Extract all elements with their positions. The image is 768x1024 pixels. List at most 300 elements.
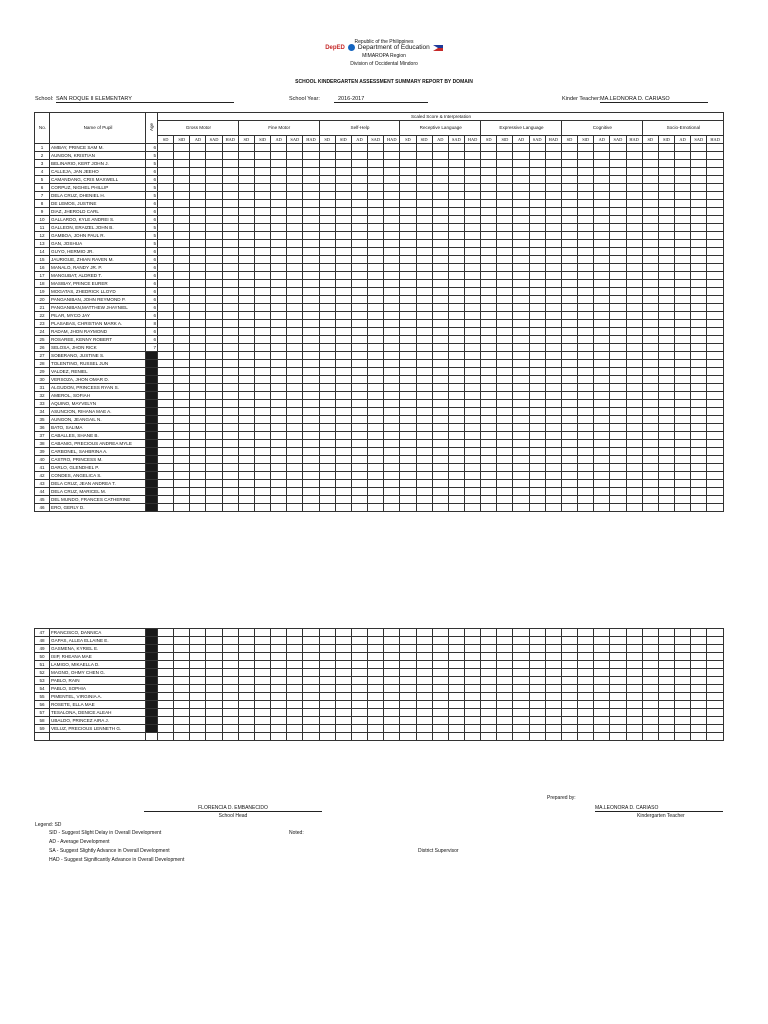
score-cell <box>416 685 432 693</box>
score-cell <box>222 464 238 472</box>
score-cell <box>529 192 545 200</box>
score-cell <box>578 384 594 392</box>
score-cell <box>448 629 464 637</box>
score-cell <box>158 400 174 408</box>
score-cell <box>497 669 513 677</box>
score-cell <box>513 320 529 328</box>
domain-header: Cognitive <box>561 121 642 136</box>
score-cell <box>158 344 174 352</box>
score-cell <box>206 488 222 496</box>
score-cell <box>384 168 400 176</box>
score-cell <box>400 336 416 344</box>
score-cell <box>529 408 545 416</box>
score-cell <box>271 160 287 168</box>
score-cell <box>351 304 367 312</box>
score-cell <box>529 200 545 208</box>
score-cell <box>481 376 497 384</box>
score-cell <box>481 248 497 256</box>
score-cell <box>481 280 497 288</box>
table-row <box>35 352 724 360</box>
pupil-number: 18 <box>35 280 50 288</box>
score-cell <box>254 416 270 424</box>
score-cell <box>497 224 513 232</box>
score-cell <box>174 504 190 512</box>
pupil-age: 6 <box>146 256 158 264</box>
score-cell <box>368 480 384 488</box>
score-cell <box>561 336 577 344</box>
score-cell <box>400 416 416 424</box>
score-cell <box>513 717 529 725</box>
score-cell <box>158 717 174 725</box>
score-cell <box>319 725 335 733</box>
domain-header: Gross Motor <box>158 121 239 136</box>
score-cell <box>190 448 206 456</box>
score-cell <box>545 669 561 677</box>
score-cell <box>448 456 464 464</box>
score-cell <box>351 168 367 176</box>
score-cell <box>416 264 432 272</box>
score-cell <box>561 248 577 256</box>
score-cell <box>416 272 432 280</box>
score-cell <box>642 344 658 352</box>
score-cell <box>416 232 432 240</box>
score-cell <box>707 360 724 368</box>
score-cell <box>481 320 497 328</box>
score-cell <box>513 472 529 480</box>
score-cell <box>658 693 674 701</box>
score-cell <box>287 232 303 240</box>
score-cell <box>271 352 287 360</box>
score-cell <box>594 232 610 240</box>
score-cell <box>432 709 448 717</box>
score-cell <box>448 208 464 216</box>
score-cell <box>481 645 497 653</box>
score-cell <box>529 504 545 512</box>
score-cell <box>206 208 222 216</box>
score-cell <box>561 709 577 717</box>
pupil-age <box>146 629 158 637</box>
score-cell <box>464 400 480 408</box>
score-cell <box>707 504 724 512</box>
score-cell <box>206 168 222 176</box>
score-cell <box>287 240 303 248</box>
score-cell <box>351 144 367 152</box>
score-cell <box>707 432 724 440</box>
score-cell <box>319 440 335 448</box>
score-cell <box>561 400 577 408</box>
score-cell <box>675 272 691 280</box>
score-cell <box>158 224 174 232</box>
table-row <box>35 693 724 701</box>
score-cell <box>497 376 513 384</box>
score-cell <box>610 669 626 677</box>
score-cell <box>448 344 464 352</box>
score-cell <box>400 280 416 288</box>
score-cell <box>626 408 642 416</box>
pupil-number: 41 <box>35 464 50 472</box>
score-cell <box>594 248 610 256</box>
score-cell <box>464 216 480 224</box>
score-cell <box>610 717 626 725</box>
score-cell <box>287 653 303 661</box>
score-cell <box>206 416 222 424</box>
score-cell <box>222 304 238 312</box>
score-cell <box>658 360 674 368</box>
score-cell <box>287 440 303 448</box>
score-cell <box>448 184 464 192</box>
score-cell <box>561 200 577 208</box>
score-cell <box>303 304 319 312</box>
score-cell <box>351 472 367 480</box>
score-cell <box>513 144 529 152</box>
score-cell <box>529 344 545 352</box>
score-cell <box>513 400 529 408</box>
score-cell <box>691 717 707 725</box>
score-cell <box>303 392 319 400</box>
pupil-number: 23 <box>35 320 50 328</box>
score-cell <box>642 488 658 496</box>
score-cell <box>400 480 416 488</box>
score-cell <box>691 392 707 400</box>
score-cell <box>561 685 577 693</box>
score-cell <box>368 440 384 448</box>
pupil-age <box>146 480 158 488</box>
score-cell <box>497 208 513 216</box>
score-cell <box>368 400 384 408</box>
score-cell <box>271 192 287 200</box>
score-cell <box>610 392 626 400</box>
score-cell <box>254 693 270 701</box>
table-row <box>35 288 724 296</box>
score-cell <box>594 192 610 200</box>
score-cell <box>222 176 238 184</box>
pupil-number: 49 <box>35 645 50 653</box>
score-cell <box>303 192 319 200</box>
score-cell <box>254 677 270 685</box>
score-cell <box>707 200 724 208</box>
score-cell <box>254 480 270 488</box>
score-cell <box>190 264 206 272</box>
score-cell <box>642 176 658 184</box>
score-cell <box>174 400 190 408</box>
score-cell <box>691 496 707 504</box>
score-cell <box>303 488 319 496</box>
score-cell <box>238 376 254 384</box>
score-cell <box>303 288 319 296</box>
score-cell <box>675 392 691 400</box>
score-cell <box>384 400 400 408</box>
score-cell <box>497 637 513 645</box>
score-cell <box>351 264 367 272</box>
score-cell <box>578 376 594 384</box>
score-cell <box>335 496 351 504</box>
score-cell <box>432 288 448 296</box>
score-cell <box>158 216 174 224</box>
score-cell <box>464 464 480 472</box>
score-cell <box>691 504 707 512</box>
score-cell <box>271 488 287 496</box>
score-cell <box>561 416 577 424</box>
score-cell <box>158 256 174 264</box>
score-cell <box>319 336 335 344</box>
score-cell <box>594 240 610 248</box>
score-cell <box>222 328 238 336</box>
score-cell <box>384 256 400 264</box>
table-row <box>35 208 724 216</box>
table-row <box>35 320 724 328</box>
score-cell <box>416 709 432 717</box>
score-cell <box>351 496 367 504</box>
score-cell <box>238 464 254 472</box>
score-cell <box>206 629 222 637</box>
pupil-number: 34 <box>35 408 50 416</box>
score-cell <box>448 701 464 709</box>
score-cell <box>481 360 497 368</box>
score-cell <box>368 360 384 368</box>
pupil-name: GASMENA, KYRIEL E. <box>50 645 146 653</box>
score-cell <box>287 304 303 312</box>
score-cell <box>400 320 416 328</box>
score-cell <box>642 685 658 693</box>
score-cell <box>254 725 270 733</box>
score-cell <box>464 645 480 653</box>
score-cell <box>222 717 238 725</box>
score-cell <box>238 645 254 653</box>
score-cell <box>174 352 190 360</box>
table-row <box>35 725 724 733</box>
score-cell <box>594 416 610 424</box>
pupil-name: AQUINO, MAYVELYN <box>50 400 146 408</box>
score-cell <box>432 376 448 384</box>
score-cell <box>545 304 561 312</box>
score-cell <box>303 208 319 216</box>
score-cell <box>432 216 448 224</box>
score-cell <box>626 248 642 256</box>
score-cell <box>384 709 400 717</box>
score-cell <box>448 280 464 288</box>
pupil-age: 5 <box>146 232 158 240</box>
score-cell <box>545 248 561 256</box>
pupil-number: 27 <box>35 352 50 360</box>
score-cell <box>497 464 513 472</box>
score-cell <box>432 256 448 264</box>
score-cell <box>368 653 384 661</box>
score-cell <box>545 168 561 176</box>
score-cell <box>254 320 270 328</box>
score-cell <box>481 176 497 184</box>
score-cell <box>464 693 480 701</box>
score-cell <box>222 629 238 637</box>
score-cell <box>303 224 319 232</box>
score-cell <box>464 328 480 336</box>
score-cell <box>545 725 561 733</box>
score-cell <box>206 352 222 360</box>
score-cell <box>626 685 642 693</box>
score-cell <box>610 424 626 432</box>
score-cell <box>254 629 270 637</box>
score-cell <box>222 280 238 288</box>
score-cell <box>497 320 513 328</box>
teacher-label: Kinder Teacher: <box>562 96 601 102</box>
score-cell <box>497 645 513 653</box>
pupil-number: 54 <box>35 685 50 693</box>
score-cell <box>658 272 674 280</box>
pupil-age <box>146 685 158 693</box>
score-cell <box>513 693 529 701</box>
pupil-age <box>146 669 158 677</box>
score-cell <box>513 200 529 208</box>
score-cell <box>206 408 222 416</box>
score-cell <box>351 448 367 456</box>
score-cell <box>513 629 529 637</box>
score-cell <box>287 480 303 488</box>
score-cell <box>351 629 367 637</box>
score-cell <box>271 312 287 320</box>
subcol-header: HAD <box>707 136 724 144</box>
table-row <box>35 472 724 480</box>
score-cell <box>481 504 497 512</box>
score-cell <box>610 320 626 328</box>
score-cell <box>513 685 529 693</box>
score-cell <box>254 448 270 456</box>
score-cell <box>254 392 270 400</box>
score-cell <box>335 456 351 464</box>
score-cell <box>610 693 626 701</box>
score-cell <box>561 320 577 328</box>
score-cell <box>448 384 464 392</box>
score-cell <box>707 464 724 472</box>
score-cell <box>481 256 497 264</box>
score-cell <box>610 725 626 733</box>
score-cell <box>529 440 545 448</box>
score-cell <box>287 488 303 496</box>
pupil-age: 6 <box>146 336 158 344</box>
score-cell <box>497 400 513 408</box>
score-cell <box>287 400 303 408</box>
score-cell <box>271 272 287 280</box>
score-cell <box>594 645 610 653</box>
score-cell <box>448 693 464 701</box>
score-cell <box>254 645 270 653</box>
score-cell <box>594 677 610 685</box>
score-cell <box>287 160 303 168</box>
score-cell <box>287 693 303 701</box>
score-cell <box>578 645 594 653</box>
score-cell <box>626 328 642 336</box>
table-row <box>35 248 724 256</box>
score-cell <box>464 256 480 264</box>
score-cell <box>545 408 561 416</box>
pupil-name: DIAZ, JHEROLD CARL <box>50 208 146 216</box>
score-cell <box>561 488 577 496</box>
score-cell <box>594 701 610 709</box>
score-cell <box>303 709 319 717</box>
score-cell <box>529 661 545 669</box>
score-cell <box>271 416 287 424</box>
score-cell <box>303 312 319 320</box>
score-cell <box>206 717 222 725</box>
table-row <box>35 456 724 464</box>
subcol-header: SAD <box>610 136 626 144</box>
score-cell <box>271 368 287 376</box>
score-cell <box>578 232 594 240</box>
score-cell <box>675 344 691 352</box>
score-cell <box>303 336 319 344</box>
score-cell <box>400 701 416 709</box>
score-cell <box>206 448 222 456</box>
score-cell <box>707 272 724 280</box>
score-cell <box>400 448 416 456</box>
score-cell <box>594 685 610 693</box>
score-cell <box>658 637 674 645</box>
score-cell <box>691 368 707 376</box>
score-cell <box>238 408 254 416</box>
score-cell <box>335 693 351 701</box>
score-cell <box>174 629 190 637</box>
score-cell <box>561 312 577 320</box>
score-cell <box>545 352 561 360</box>
score-cell <box>642 336 658 344</box>
score-cell <box>368 176 384 184</box>
score-cell <box>384 717 400 725</box>
score-cell <box>335 725 351 733</box>
score-cell <box>158 248 174 256</box>
score-cell <box>513 344 529 352</box>
score-cell <box>190 456 206 464</box>
subcol-header: SD <box>642 136 658 144</box>
score-cell <box>384 464 400 472</box>
pupil-number: 9 <box>35 208 50 216</box>
subcol-header: SD <box>158 136 174 144</box>
score-cell <box>464 264 480 272</box>
score-cell <box>432 168 448 176</box>
score-cell <box>400 725 416 733</box>
score-cell <box>578 496 594 504</box>
score-cell <box>400 464 416 472</box>
score-cell <box>432 360 448 368</box>
score-cell <box>610 192 626 200</box>
score-cell <box>271 432 287 440</box>
agency-name: Department of Education <box>357 44 430 51</box>
score-cell <box>578 629 594 637</box>
score-cell <box>464 392 480 400</box>
score-cell <box>594 504 610 512</box>
score-cell <box>222 360 238 368</box>
score-cell <box>335 400 351 408</box>
score-cell <box>691 288 707 296</box>
score-cell <box>222 701 238 709</box>
score-cell <box>384 677 400 685</box>
score-cell <box>335 240 351 248</box>
score-cell <box>529 645 545 653</box>
score-cell <box>561 661 577 669</box>
score-cell <box>335 320 351 328</box>
score-cell <box>594 344 610 352</box>
score-cell <box>319 637 335 645</box>
score-cell <box>319 701 335 709</box>
score-cell <box>626 645 642 653</box>
pupil-age: 6 <box>146 264 158 272</box>
score-cell <box>335 376 351 384</box>
score-cell <box>158 144 174 152</box>
score-cell <box>271 669 287 677</box>
score-cell <box>658 424 674 432</box>
score-cell <box>594 693 610 701</box>
score-cell <box>513 408 529 416</box>
score-cell <box>529 709 545 717</box>
pupil-number: 3 <box>35 160 50 168</box>
score-cell <box>658 376 674 384</box>
